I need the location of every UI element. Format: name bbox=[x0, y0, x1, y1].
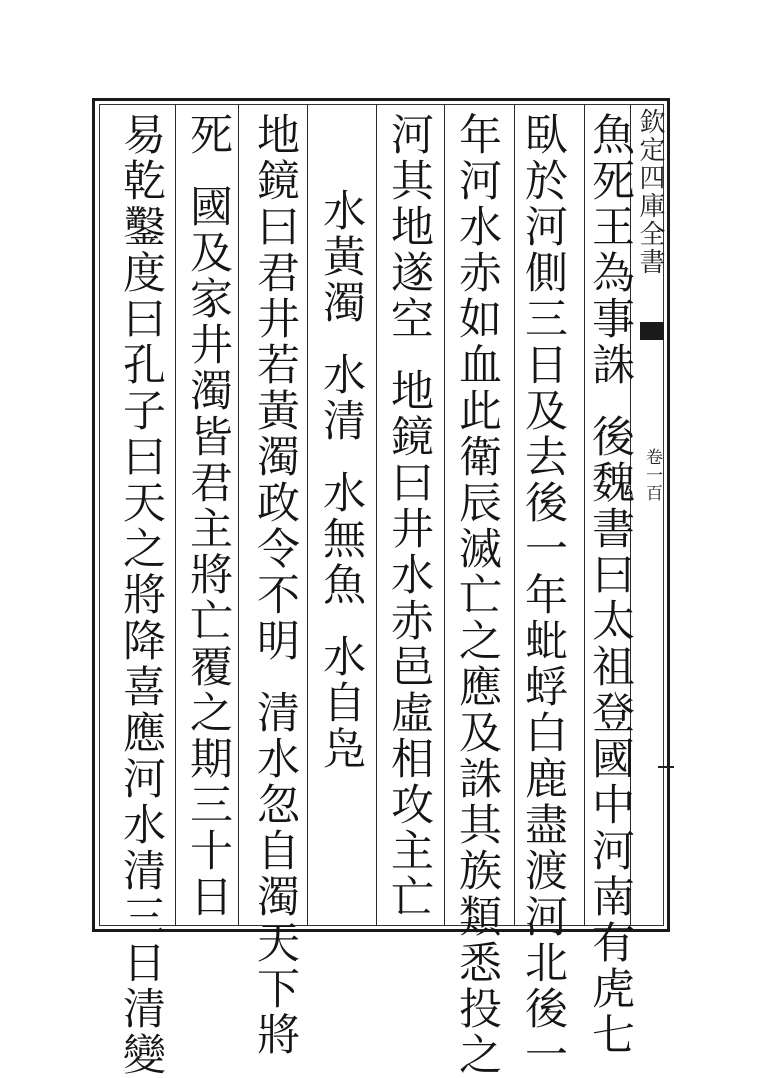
column-text: 魚死王為事誅 bbox=[585, 112, 635, 388]
column-text: 地鏡曰井水赤邑虛相攻主亡 bbox=[384, 368, 434, 920]
juan-label-margin bbox=[638, 448, 666, 502]
column-text: 後魏書曰太祖登國中河南有虎七 bbox=[585, 414, 635, 1058]
fish-tail-mark bbox=[640, 322, 664, 340]
text-column-1 bbox=[582, 112, 638, 1058]
juan-label: 卷一百 bbox=[642, 448, 662, 502]
text-column-3 bbox=[449, 112, 505, 1078]
column-text: 水自凫 bbox=[316, 634, 366, 772]
column-text: 水黃濁 bbox=[316, 188, 366, 326]
text-column-5 bbox=[313, 112, 369, 917]
column-text: 年河水赤如血此衛辰滅亡之應及誅其族類悉投之 bbox=[452, 112, 502, 1078]
margin-tick bbox=[658, 766, 674, 768]
column-rule bbox=[238, 104, 239, 926]
column-rule bbox=[444, 104, 445, 926]
column-rule bbox=[376, 104, 377, 926]
column-text: 清水忽自濁天下將 bbox=[250, 690, 300, 1058]
column-text: 易乾鑿度曰孔子曰天之將降喜應河水清三日清變 bbox=[116, 112, 166, 1078]
text-column-2 bbox=[515, 112, 571, 1078]
column-text: 水清 bbox=[316, 352, 366, 444]
text-column-8 bbox=[113, 112, 169, 1078]
column-text: 河其地遂空 bbox=[384, 112, 434, 342]
column-text: 水無魚 bbox=[316, 470, 366, 608]
text-column-7 bbox=[180, 112, 236, 920]
column-text: 死 bbox=[183, 112, 233, 158]
column-text: 臥於河側三日及去後一年蚍蜉白鹿盡渡河北後一 bbox=[518, 112, 568, 1078]
book-title: 欽定四庫全書 bbox=[635, 108, 665, 276]
column-rule bbox=[175, 104, 176, 926]
text-column-4 bbox=[381, 112, 437, 920]
text-column-6 bbox=[247, 112, 303, 1058]
column-text: 地鏡曰君井若黃濁政令不明 bbox=[250, 112, 300, 664]
column-text: 國及家井濁皆君主將亡覆之期三十日 bbox=[183, 184, 233, 920]
column-rule bbox=[307, 104, 308, 926]
